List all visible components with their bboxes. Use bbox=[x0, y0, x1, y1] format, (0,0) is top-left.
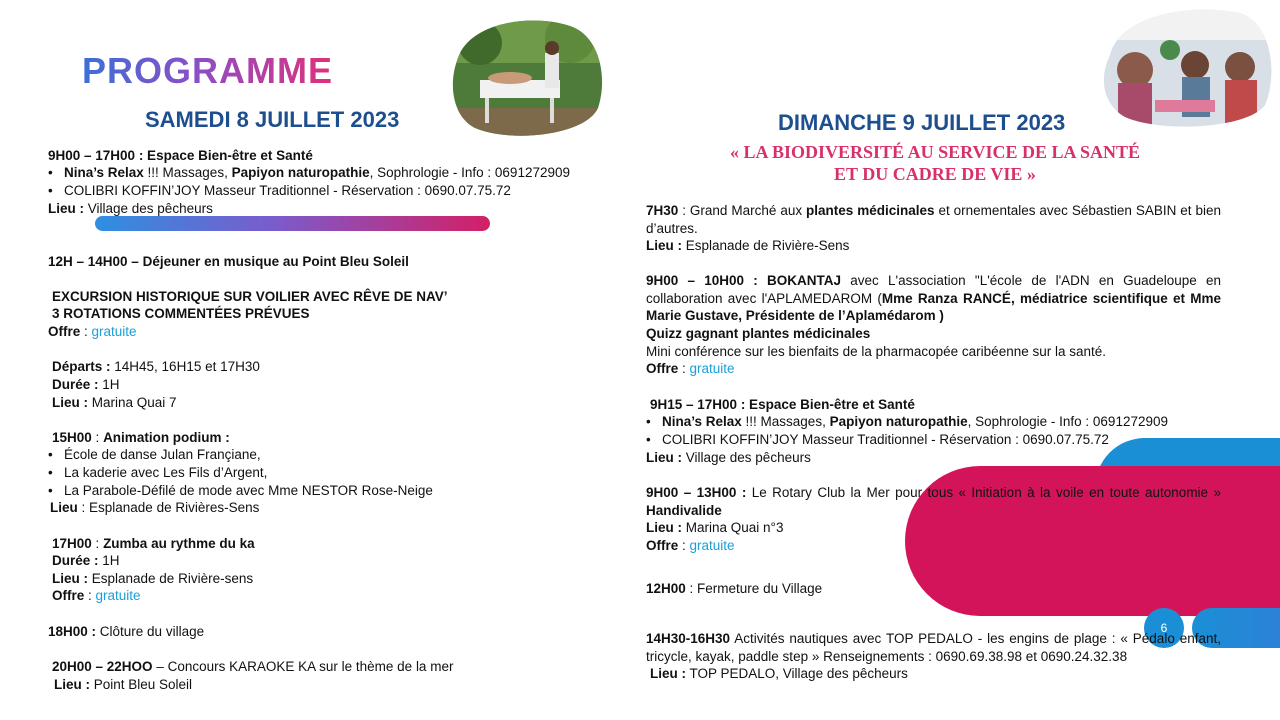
sat-bien-etre-bullet-1: • Nina’s Relax !!! Massages, Papiyon naturopathie, Sophrologie - Info : 0691272909 bbox=[48, 165, 570, 180]
saturday-title: SAMEDI 8 JUILLET 2023 bbox=[145, 107, 400, 132]
sun-bokantaj: 9H00 – 10H00 : BOKANTAJ avec L'association "L'école de l'ADN en Guadeloupe en collaboration avec l'APLAMEDAROM (Mme Ranza RANCÉ, médiatrice scientifique et Mme Marie Gustave, Présidente de l’Aplamédarom ) bbox=[646, 273, 1221, 323]
sat-karaoke-lieu: Lieu : Point Bleu Soleil bbox=[54, 677, 193, 692]
sat-animation-heading: 15H00 : Animation podium : bbox=[52, 430, 230, 445]
sun-bokantaj-offre: Offre : gratuite bbox=[646, 361, 735, 376]
market-photo bbox=[1100, 5, 1275, 130]
sun-fermeture: 12H00 : Fermeture du Village bbox=[646, 581, 823, 596]
sun-bien-etre-bullet-1: • Nina’s Relax !!! Massages, Papiyon naturopathie, Sophrologie - Info : 0691272909 bbox=[646, 414, 1168, 429]
sun-nautique: 14H30-16H30 Activités nautiques avec TOP PEDALO - les engins de plage : « Pédalo enfant, tricycle, kayak, paddle step » Renseignements : 0690.69.38.98 et 0690.24.32.38 bbox=[646, 631, 1221, 664]
sat-excursion-line-1: EXCURSION HISTORIQUE SUR VOILIER AVEC RÊVE DE NAV’ bbox=[52, 289, 448, 304]
sat-excursion-duree: Durée : 1H bbox=[52, 377, 120, 392]
sun-quiz: Quizz gagnant plantes médicinales bbox=[646, 326, 871, 341]
sat-zumba-lieu: Lieu : Esplanade de Rivière-sens bbox=[52, 571, 254, 586]
sunday-title: DIMANCHE 9 JUILLET 2023 bbox=[778, 110, 1066, 135]
sat-animation-item: • La Parabole-Défilé de mode avec Mme NESTOR Rose-Neige bbox=[48, 483, 433, 498]
sat-excursion-line-2: 3 ROTATIONS COMMENTÉES PRÉVUES bbox=[52, 306, 310, 321]
page-number: 6 bbox=[1144, 608, 1184, 648]
sat-animation-item: • La kaderie avec Les Fils d’Argent, bbox=[48, 465, 268, 480]
sun-conference: Mini conférence sur les bienfaits de la pharmacopée caribéenne sur la santé. bbox=[646, 344, 1107, 359]
sunday-subtitle: « LA BIODIVERSITÉ AU SERVICE DE LA SANTÉ ET DU CADRE DE VIE » bbox=[730, 142, 1140, 184]
massage-photo bbox=[450, 18, 605, 138]
sun-marche-lieu: Lieu : Esplanade de Rivière-Sens bbox=[646, 238, 850, 253]
sat-animation-item: • École de danse Julan Françiane, bbox=[48, 447, 261, 462]
sat-excursion-lieu: Lieu : Marina Quai 7 bbox=[52, 395, 177, 410]
sun-rotary-offre: Offre : gratuite bbox=[646, 538, 735, 553]
gradient-divider bbox=[95, 216, 490, 231]
sat-zumba-offre: Offre : gratuite bbox=[52, 588, 141, 603]
sun-bien-etre-lieu: Lieu : Village des pêcheurs bbox=[646, 450, 811, 465]
sat-dejeuner: 12H – 14H00 – Déjeuner en musique au Point Bleu Soleil bbox=[48, 254, 409, 269]
sun-bien-etre-bullet-2: • COLIBRI KOFFIN’JOY Masseur Traditionnel - Réservation : 0690.07.75.72 bbox=[646, 432, 1109, 447]
sat-zumba-duree: Durée : 1H bbox=[52, 553, 120, 568]
sat-excursion-offre: Offre : gratuite bbox=[48, 324, 137, 339]
sat-bien-etre-heading: 9H00 – 17H00 : Espace Bien-être et Santé bbox=[48, 148, 313, 163]
sun-nautique-lieu: Lieu : TOP PEDALO, Village des pêcheurs bbox=[650, 666, 908, 681]
sat-excursion-departs: Départs : 14H45, 16H15 et 17H30 bbox=[52, 359, 260, 374]
sun-rotary: 9H00 – 13H00 : Le Rotary Club la Mer pour tous « Initiation à la voile en toute autonomie » Handivalide bbox=[646, 485, 1221, 518]
sat-bien-etre-bullet-2: • COLIBRI KOFFIN’JOY Masseur Traditionnel - Réservation : 0690.07.75.72 bbox=[48, 183, 511, 198]
sat-bien-etre-lieu: Lieu : Village des pêcheurs bbox=[48, 201, 213, 216]
sat-zumba-heading: 17H00 : Zumba au rythme du ka bbox=[52, 536, 255, 551]
sat-karaoke: 20H00 – 22HOO – Concours KARAOKE KA sur le thème de la mer bbox=[52, 659, 454, 674]
page-title: PROGRAMME bbox=[82, 50, 333, 91]
sun-rotary-lieu: Lieu : Marina Quai n°3 bbox=[646, 520, 784, 535]
sat-animation-lieu: Lieu : Esplanade de Rivières-Sens bbox=[50, 500, 260, 515]
sun-marche: 7H30 : Grand Marché aux plantes médicinales et ornementales avec Sébastien SABIN et bien d’autres. bbox=[646, 203, 1222, 236]
sat-cloture: 18H00 : Clôture du village bbox=[48, 624, 205, 639]
sun-bien-etre-heading: 9H15 – 17H00 : Espace Bien-être et Santé bbox=[650, 397, 915, 412]
